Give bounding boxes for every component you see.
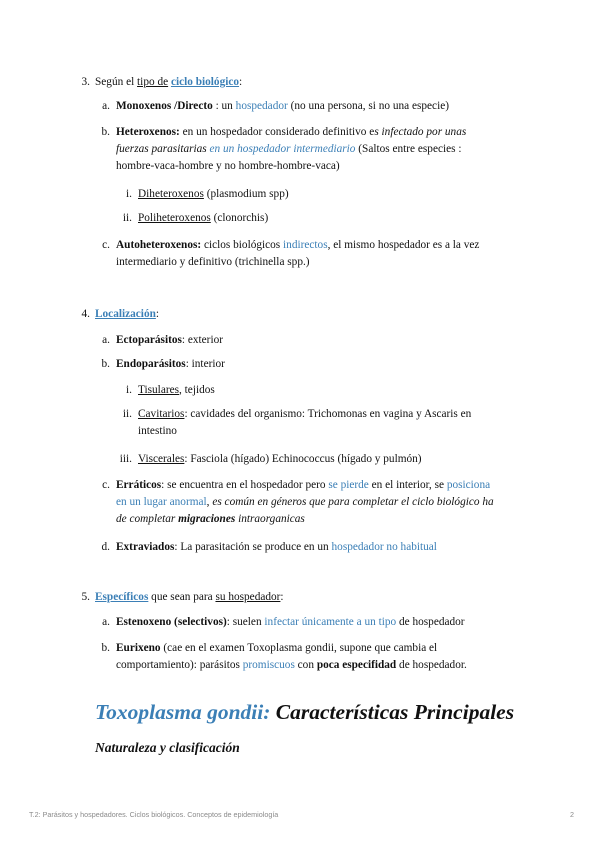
item-4b-ii-line2: intestino <box>138 425 177 437</box>
item-4b-ii-line1 <box>138 406 518 423</box>
estenoxeno-term: Estenoxeno (selectivos) <box>116 616 227 628</box>
item-4-colon: : <box>155 308 160 320</box>
erraticos-term: Erráticos <box>116 479 162 491</box>
item-5-colon: : <box>280 591 284 603</box>
item-4b-marker: b. <box>101 358 110 370</box>
item-3b-ii-rest: (clonorchis) <box>210 212 269 224</box>
item-4a-rest: : exterior <box>181 334 223 346</box>
item-3c-text <box>116 237 526 271</box>
item-4b-i-rest: , tejidos <box>179 384 215 396</box>
item-4d-text <box>116 539 437 556</box>
item-3b-line2 <box>116 141 516 158</box>
item-3-heading <box>95 74 242 91</box>
item-3b-text <box>116 124 516 175</box>
item-5a-text <box>116 614 465 631</box>
item-4-number: 4. <box>81 308 90 320</box>
item-4c-line2 <box>116 494 526 511</box>
item-4b-iii-rest: : Fasciola (hígado) Echinococcus (hígado y pulmón) <box>184 453 422 465</box>
localizacion-link[interactable]: Localización <box>95 308 156 320</box>
item-5-mid: que sean para <box>148 591 216 603</box>
item-5b-line2c: de hospedador. <box>396 659 467 671</box>
item-3b-rest2: (Saltos entre especies : <box>355 143 462 155</box>
item-4c-italic3: intraorganicas <box>235 513 305 525</box>
se-pierde-highlight: se pierde <box>328 479 369 491</box>
promiscuos-highlight: promiscuos <box>242 659 295 671</box>
item-3c-marker: c. <box>102 239 110 251</box>
item-4c-rest2: en el interior, se <box>368 479 447 491</box>
item-3b-line1 <box>116 124 516 141</box>
item-3c-line1 <box>116 237 526 254</box>
item-5b-marker: b. <box>101 642 110 654</box>
hospedador-intermediario-highlight: en un hospedador intermediario <box>206 143 356 155</box>
subsection-heading: Naturaleza y clasificación <box>95 740 240 755</box>
item-4a-text <box>116 332 223 349</box>
section-heading <box>95 700 514 725</box>
extraviados-term: Extraviados <box>116 541 175 553</box>
item-5b-line2b: con <box>294 659 317 671</box>
item-3c-line2: intermediario y definitivo (trichinella spp.) <box>116 256 310 268</box>
hospedador-no-habitual-highlight: hospedador no habitual <box>331 541 437 553</box>
item-4c-text <box>116 477 526 528</box>
hospedador-highlight: hospedador <box>235 100 288 112</box>
item-4c-rest1: : se encuentra en el hospedador pero <box>161 479 329 491</box>
item-3b-italic1: s infectado por unas <box>374 126 467 138</box>
item-3b-line3: hombre-vaca-hombre y no hombre-hombre-vaca) <box>116 160 340 172</box>
item-4b-i-text <box>138 382 215 399</box>
cavitarios-term: Cavitarios <box>138 408 185 420</box>
item-4c-comma: , <box>206 496 210 508</box>
page-footer <box>29 810 574 819</box>
viscerales-term: Viscerales <box>138 453 185 465</box>
posiciona-highlight: posiciona <box>446 479 491 491</box>
page-number: 2 <box>570 810 574 819</box>
eurixeno-term: Eurixeno <box>116 642 161 654</box>
item-3b-i-text <box>138 186 289 203</box>
item-4-heading <box>95 306 159 323</box>
infectar-unicamente-highlight: infectar únicamente a un tipo <box>264 616 397 628</box>
item-5b-line2 <box>116 657 526 674</box>
especificos-link[interactable]: Específicos <box>95 591 149 603</box>
item-4c-italic2: de completar <box>116 513 179 525</box>
item-4c-line1 <box>116 477 526 494</box>
item-5-heading <box>95 589 284 606</box>
item-4b-ii-rest: : cavidades del organismo: Trichomonas en vagina y Ascaris en <box>184 408 472 420</box>
item-4c-marker: c. <box>102 479 110 491</box>
item-4a-marker: a. <box>102 334 110 346</box>
item-3b-ii-text <box>138 210 268 227</box>
item-3b-italic2: fuerzas parasitarias <box>116 143 207 155</box>
item-3b-i-rest: (plasmodium spp) <box>203 188 289 200</box>
item-3a-text <box>116 98 449 115</box>
item-3a-marker: a. <box>102 100 110 112</box>
item-3b-rest1: en un hospedador considerado definitivo e <box>179 126 375 138</box>
item-5b-line1 <box>116 640 526 657</box>
item-3c-rest1: ciclos biológicos <box>201 239 284 251</box>
item-3c-rest2: , el mismo hospedador es a la vez <box>327 239 480 251</box>
item-3-lead: Según el <box>95 76 138 88</box>
item-4b-ii-marker: ii. <box>122 408 132 420</box>
item-3b-marker: b. <box>101 126 110 138</box>
item-3-number: 3. <box>81 76 90 88</box>
monoxenos-term: Monoxenos /Directo <box>116 100 213 112</box>
item-4d-rest: : La parasitación se produce en un <box>174 541 332 553</box>
section-heading-species: Toxoplasma gondii: <box>95 700 271 724</box>
tisulares-term: Tisulares <box>138 384 180 396</box>
item-3a-rest2: (no una persona, si no una especie) <box>287 100 449 112</box>
heteroxenos-term: Heteroxenos: <box>116 126 180 138</box>
item-3-tipo: tipo de <box>137 76 169 88</box>
ciclo-biologico-link[interactable]: ciclo biológico <box>170 76 240 88</box>
item-3-colon: : <box>239 76 243 88</box>
item-4b-ii-text <box>138 406 518 440</box>
item-4c-line3 <box>116 511 526 528</box>
migraciones-term: migraciones <box>178 513 236 525</box>
item-5a-marker: a. <box>102 616 110 628</box>
item-4b-rest: : interior <box>185 358 225 370</box>
footer-text: T.2: Parásitos y hospedadores. Ciclos biológicos. Conceptos de epidemiología <box>29 810 279 819</box>
poca-especifidad-term: poca especifidad <box>316 659 397 671</box>
section-heading-rest: Características Principales <box>270 700 515 724</box>
item-4d-marker: d. <box>101 541 110 553</box>
item-5a-rest1: : suelen <box>226 616 265 628</box>
item-5b-line2a: comportamiento): parásitos <box>116 659 243 671</box>
su-hospedador-term: su hospedador <box>215 591 281 603</box>
endoparasitos-term: Endoparásitos <box>116 358 186 370</box>
item-4b-i-marker: i. <box>126 384 132 396</box>
indirectos-highlight: indirectos <box>283 239 328 251</box>
item-5b-text <box>116 640 526 674</box>
item-3a-rest1: : un <box>212 100 236 112</box>
item-5-number: 5. <box>81 591 90 603</box>
item-4b-text <box>116 356 225 373</box>
diheteroxenos-term: Diheteroxenos <box>138 188 204 200</box>
item-4b-iii-text <box>138 451 422 468</box>
item-3b-i-marker: i. <box>126 188 132 200</box>
item-5b-rest1: (cae en el examen Toxoplasma gondii, supone que cambia el <box>160 642 438 654</box>
ectoparasitos-term: Ectoparásitos <box>116 334 182 346</box>
item-4b-iii-marker: iii. <box>119 453 132 465</box>
item-5a-rest2: de hospedador <box>396 616 465 628</box>
item-3b-ii-marker: ii. <box>122 212 132 224</box>
item-4c-italic1: es común en géneros que para completar el ciclo biológico ha <box>209 496 494 508</box>
autoheteroxenos-term: Autoheteroxenos: <box>116 239 202 251</box>
poliheteroxenos-term: Poliheteroxenos <box>138 212 211 224</box>
lugar-anormal-highlight: en un lugar anormal <box>116 496 207 508</box>
